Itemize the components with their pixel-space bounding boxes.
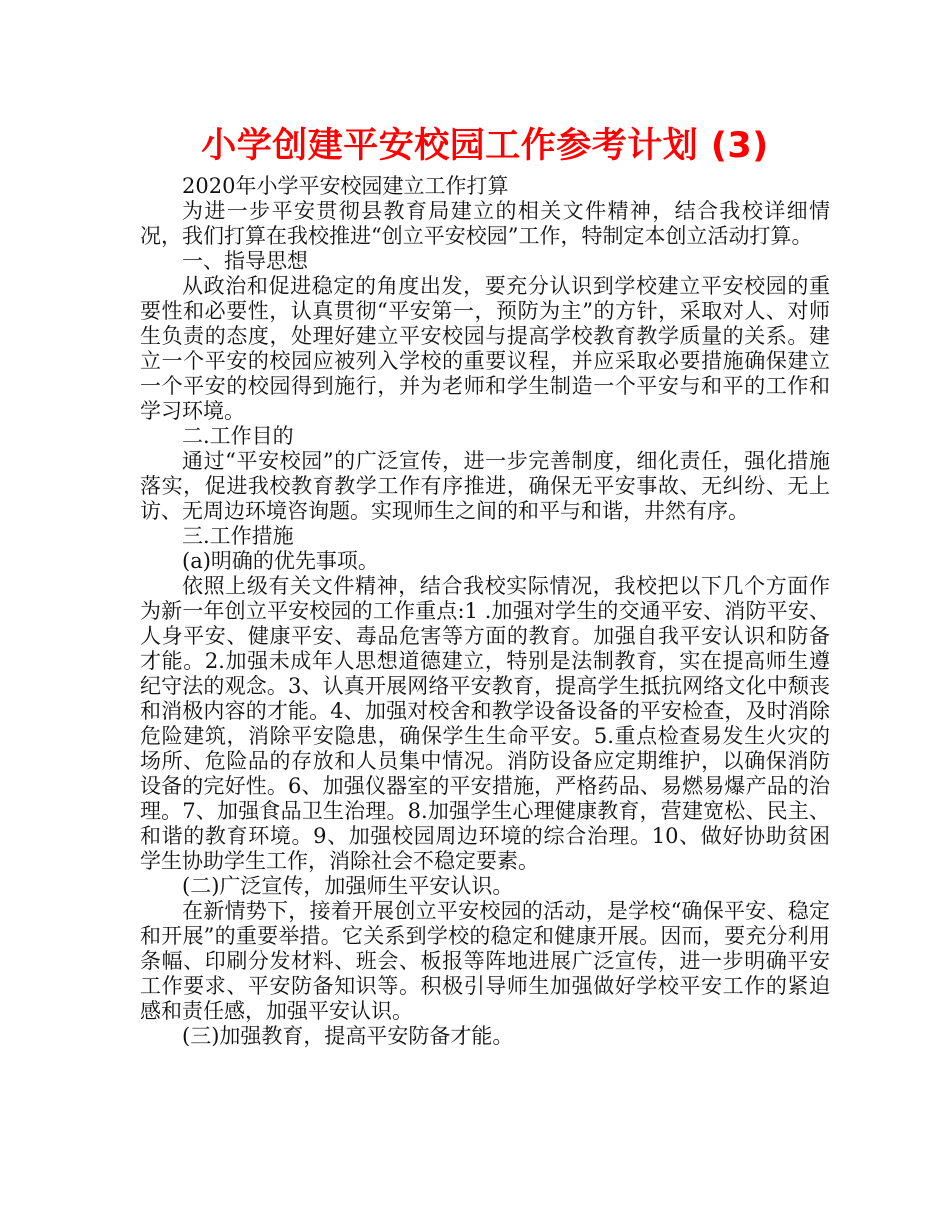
document-page	[140, 118, 830, 1049]
document-title: 小学创建平安校园工作参考计划 (3)	[201, 126, 769, 166]
section-heading-work-measures: 三.工作措施	[182, 524, 294, 548]
paragraph-priorities: 依照上级有关文件精神，结合我校实际情况，我校把以下几个方面作为新一年创立平安校园的工作重点:1 .加强对学生的交通平安、消防平安、人身平安、健康平安、毒品危害等方面的教育。加强自我平安认识和防备才能。2.加强未成年人思想道德建立，特别是法制教育，实在提高师生遵纪守法的观念。3、认真开展网络平安教育，提高学生抵抗网络文化中颓丧和消极内容的才能。4、加强对校舍和教学设备设备的平安检查，及时消除危险建筑，消除平安隐患，确保学生生命平安。5.重点检查易发生火灾的场所、危险品的存放和人员集中情况。消防设备应定期维护，以确保消防设备的完好性。6、加强仪器室的平安措施，严格药品、易燃易爆产品的治理。7、加强食品卫生治理。8.加强学生心理健康教育，营建宽松、民主、和谐的教育环境。9、加强校园周边环境的综合治理。10、做好协助贫困学生协助学生工作，消除社会不稳定要素。	[140, 574, 830, 873]
paragraph-work-goals: 通过“平安校园”的广泛宣传，进一步完善制度，细化责任，强化措施落实，促进我校教育教学工作有序推进，确保无平安事故、无纠纷、无上访、无周边环境咨询题。实现师生之间的和平与和谐，井然有序。	[140, 449, 830, 523]
subheading-education: (三)加强教育，提高平安防备才能。	[182, 1024, 514, 1048]
section-heading-work-goals: 二.工作目的	[182, 424, 294, 448]
subheading-priorities: (a)明确的优先事项。	[182, 549, 379, 573]
section-heading-guiding-ideology: 一、指导思想	[182, 249, 308, 273]
paragraph-guiding-ideology: 从政治和促进稳定的角度出发，要充分认识到学校建立平安校园的重要性和必要性，认真贯彻“平安第一，预防为主”的方针，采取对人、对师生负责的态度，处理好建立平安校园与提高学校教育教学质量的关系。建立一个平安的校园应被列入学校的重要议程，并应采取必要措施确保建立一个平安的校园得到施行，并为老师和学生制造一个平安与和平的工作和学习环境。	[140, 274, 830, 423]
subheading-publicity: (二)广泛宣传，加强师生平安认识。	[182, 874, 514, 898]
paragraph-plan-heading: 2020年小学平安校园建立工作打算	[182, 174, 509, 198]
paragraph-intro: 为进一步平安贯彻县教育局建立的相关文件精神，结合我校详细情况，我们打算在我校推进“创立平安校园”工作，特制定本创立活动打算。	[140, 199, 830, 248]
paragraph-publicity: 在新情势下，接着开展创立平安校园的活动，是学校“确保平安、稳定和开展”的重要举措。它关系到学校的稳定和健康开展。因而，要充分利用条幅、印刷分发材料、班会、板报等阵地进展广泛宣传，进一步明确平安工作要求、平安防备知识等。积极引导师生加强做好学校平安工作的紧迫感和责任感，加强平安认识。	[140, 899, 830, 1023]
